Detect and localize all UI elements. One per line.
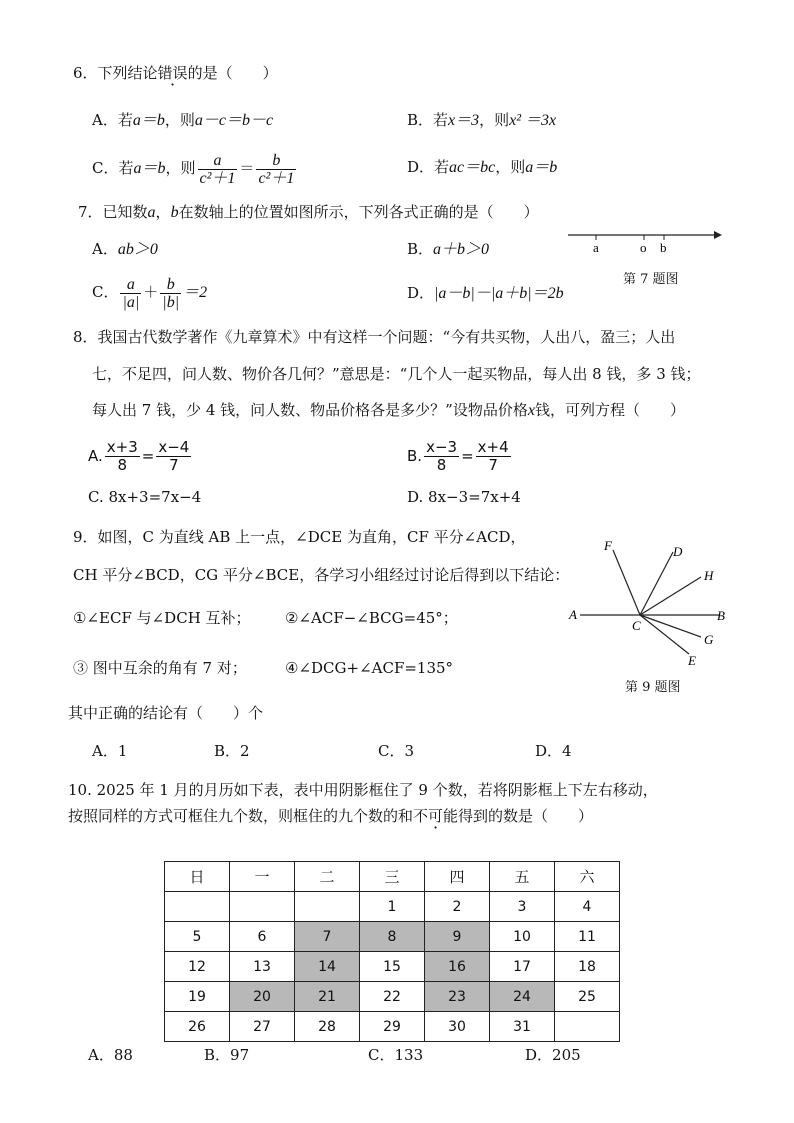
q8-a-den1: 8 (117, 456, 128, 474)
q7-caption: 第 7 题图 (623, 272, 679, 287)
axis-label-b: b (660, 240, 667, 255)
table-row (165, 982, 620, 1012)
q6-dotted-word: 错误 (157, 64, 188, 82)
header-tue: 二 (295, 862, 360, 892)
q9-option-b[interactable]: B．2 (214, 742, 250, 760)
table-row (165, 922, 620, 952)
calendar-cell: 17 (490, 952, 555, 982)
label-c: C (632, 618, 641, 633)
q7-c-frac2 (160, 276, 181, 311)
label-b: B (717, 608, 725, 623)
q7-c-frac1 (120, 276, 141, 311)
q6-c-math1: a＝b (133, 160, 166, 177)
q9-option-a[interactable]: A．1 (92, 742, 128, 760)
q8-b-frac2 (476, 439, 511, 474)
q10-option-d[interactable]: D．205 (525, 1046, 581, 1064)
calendar-cell: 1 (360, 892, 425, 922)
q6-b-math2: x² ＝3x (509, 112, 557, 129)
q8-line3 (92, 400, 685, 421)
q6-c-num1: a (198, 152, 238, 170)
calendar-cell-shaded: 14 (295, 952, 360, 982)
q7-a-label: A． (92, 240, 118, 258)
q7-var-b: b (170, 204, 179, 221)
header-thu: 四 (425, 862, 490, 892)
label-a: A (569, 607, 577, 622)
q8-option-c[interactable]: C. 8x+3=7x−4 (88, 488, 202, 506)
q9-caption: 第 9 题图 (625, 680, 681, 695)
label-h: H (704, 568, 714, 583)
q6-c-den2: c²＋1 (258, 169, 295, 187)
q8-option-d[interactable]: D. 8x−3=7x+4 (407, 488, 521, 506)
q7-option-c[interactable] (92, 272, 207, 313)
ray-cd (640, 552, 673, 615)
calendar-cell (295, 892, 360, 922)
q7-var-a: a (147, 204, 156, 221)
header-sun: 日 (165, 862, 230, 892)
calendar-cell-shaded: 24 (490, 982, 555, 1012)
axis-label-o: o (640, 240, 647, 255)
label-f: F (604, 538, 612, 553)
q6-option-a[interactable] (92, 110, 273, 131)
q7-stem-tail: 在数轴上的位置如图所示，下列各式正确的是（ ） (178, 203, 539, 221)
q6-d-math1: ac＝bc (449, 159, 496, 176)
q8-line3-tail: 钱，可列方程（ ） (534, 401, 685, 419)
q7-option-b[interactable] (407, 239, 489, 260)
calendar-cell (165, 892, 230, 922)
q9-option-c[interactable]: C．3 (378, 742, 415, 760)
calendar-cell: 4 (555, 892, 620, 922)
q9-figure (560, 534, 740, 674)
calendar-cell: 5 (165, 922, 230, 952)
ray-cf (613, 550, 640, 615)
calendar-cell: 22 (360, 982, 425, 1012)
q9-conclusion-3: ③ 图中互余的角有 7 对； (73, 659, 247, 677)
q8-b-label: B. (407, 447, 423, 465)
calendar-cell-shaded: 16 (425, 952, 490, 982)
q10-option-a[interactable]: A．88 (88, 1046, 133, 1064)
calendar-cell: 28 (295, 1012, 360, 1042)
calendar-cell-shaded: 21 (295, 982, 360, 1012)
q8-line3-text: 每人出 7 钱，少 4 钱，问人数、物品价格各是多少？”设物品价格 (92, 401, 528, 419)
q10-line2-text: 按照同样的方式可框住九个数，则框住的九个数的和 (68, 807, 414, 825)
calendar-cell: 25 (555, 982, 620, 1012)
calendar-cell: 12 (165, 952, 230, 982)
calendar-cell: 13 (230, 952, 295, 982)
calendar-cell: 18 (555, 952, 620, 982)
q6-stem-emphasis (158, 64, 188, 82)
q9-line2: CH 平分∠BCD，CG 平分∠BCE，各学习小组经过讨论后得到以下结论： (73, 566, 570, 584)
q6-c-frac2 (256, 152, 296, 187)
ray-ce (640, 615, 689, 654)
q6-c-eq: ＝ (239, 159, 255, 177)
q6-d-label: D．若 (407, 158, 450, 176)
table-row (165, 952, 620, 982)
q7-c-den2: |b| (162, 293, 180, 311)
q7-b-label: B． (407, 240, 434, 258)
q8-b-den2: 7 (488, 456, 498, 474)
header-sat: 六 (555, 862, 620, 892)
q6-option-c[interactable] (92, 148, 298, 189)
q6-c-num2: b (256, 152, 296, 170)
calendar-table (164, 861, 620, 1042)
q7-stem (78, 202, 539, 223)
calendar-cell-shaded: 20 (230, 982, 295, 1012)
q7-d-label: D． (407, 284, 435, 302)
q6-a-mid: ，则 (164, 111, 195, 129)
label-g: G (704, 632, 714, 647)
q10-line2-tail: 得到的数是（ ） (458, 807, 594, 825)
q6-a-label: A．若 (92, 111, 133, 129)
q6-c-frac1 (198, 152, 238, 187)
q6-b-mid: ，则 (479, 111, 510, 129)
q8-a-frac2 (156, 439, 191, 474)
q10-line1: 10. 2025 年 1 月的月历如下表，表中用阴影框住了 9 个数，若将阴影框上下左右移动， (68, 781, 658, 799)
q7-c-num1: a (120, 276, 141, 294)
q7-c-rest: ＝2 (183, 284, 208, 301)
q8-line1: 8．我国古代数学著作《九章算术》中有这样一个问题：“今有共买物，人出八，盈三；人出 (73, 328, 676, 346)
table-row (165, 1012, 620, 1042)
q8-a-label: A. (88, 447, 103, 465)
header-wed: 三 (360, 862, 425, 892)
q8-a-num1: x+3 (106, 438, 138, 456)
calendar-cell (230, 892, 295, 922)
q6-stem (73, 63, 278, 83)
q10-option-b[interactable]: B．97 (204, 1046, 250, 1064)
q7-option-d[interactable] (407, 283, 564, 304)
q7-b-math: a＋b＞0 (433, 241, 490, 258)
q6-c-label: C．若 (92, 159, 134, 177)
q8-a-eq: = (141, 447, 155, 465)
q7-comma: ， (155, 203, 171, 221)
number-line-arrow (714, 231, 722, 239)
calendar-cell: 31 (490, 1012, 555, 1042)
calendar-header-row (165, 862, 620, 892)
q10-option-c[interactable]: C．133 (368, 1046, 424, 1064)
calendar-cell: 26 (165, 1012, 230, 1042)
q9-line1: 9．如图，C 为直线 AB 上一点，∠DCE 为直角，CF 平分∠ACD， (73, 528, 526, 546)
q6-a-math1: a＝b (132, 112, 165, 129)
calendar-cell: 2 (425, 892, 490, 922)
q6-option-d[interactable] (407, 157, 557, 178)
q8-b-frac1 (424, 439, 459, 474)
calendar-cell: 3 (490, 892, 555, 922)
calendar-cell: 27 (230, 1012, 295, 1042)
q6-option-b[interactable] (407, 110, 556, 131)
axis-label-a: a (593, 240, 599, 255)
q8-line2: 七，不足四，问人数、物价各几何？”意思是：“几个人一起买物品，每人出 8 钱，多 3 钱； (92, 365, 701, 383)
header-mon: 一 (230, 862, 295, 892)
q9-conclusion-2: ②∠ACF−∠BCG=45°； (285, 609, 458, 627)
q8-b-den1: 8 (436, 456, 447, 474)
ray-cg (640, 615, 701, 637)
q7-option-a[interactable] (92, 239, 158, 260)
q9-conclusion-4: ④∠DCG+∠ACF=135° (285, 659, 454, 677)
label-d: D (673, 544, 683, 559)
calendar-cell-shaded: 23 (425, 982, 490, 1012)
q6-b-math1: x＝3 (448, 112, 480, 129)
q6-c-den1: c²＋1 (199, 169, 236, 187)
q7-number-line (566, 226, 726, 256)
calendar-cell: 30 (425, 1012, 490, 1042)
q8-a-frac1 (105, 439, 140, 474)
q8-var-x: x (527, 402, 535, 419)
q6-stem-tail: 的是（ ） (187, 64, 278, 82)
calendar-cell-shaded: 9 (425, 922, 490, 952)
calendar-cell: 29 (360, 1012, 425, 1042)
q6-b-label: B．若 (407, 111, 449, 129)
q8-b-eq: = (461, 447, 474, 465)
q6-c-mid: ，则 (165, 159, 196, 177)
q9-conclusion-1: ①∠ECF 与∠DCH 互补； (73, 609, 251, 627)
calendar-cell-shaded: 7 (295, 922, 360, 952)
q8-option-a[interactable] (88, 436, 193, 476)
calendar-cell-shaded: 8 (360, 922, 425, 952)
header-fri: 五 (490, 862, 555, 892)
calendar-cell: 19 (165, 982, 230, 1012)
q6-d-mid: ，则 (495, 158, 526, 176)
calendar-cell: 11 (555, 922, 620, 952)
label-e: E (688, 653, 696, 668)
q8-a-den2: 7 (169, 456, 179, 474)
q10-dotted-words: 不可能 (413, 807, 459, 825)
q6-a-math2: a－c＝b－c (194, 112, 274, 129)
q7-a-math: ab＞0 (117, 241, 158, 258)
q7-c-den1: |a| (122, 293, 140, 311)
q7-stem-text: 7．已知数 (78, 203, 148, 221)
q8-b-num2: x+4 (477, 438, 509, 456)
calendar-cell: 6 (230, 922, 295, 952)
q7-d-math: |a－b|－|a＋b|＝2b (434, 285, 564, 302)
q7-c-num2: b (160, 276, 181, 294)
q7-c-label: C． (92, 283, 119, 301)
q8-a-num2: x−4 (158, 438, 190, 456)
ray-ch (640, 577, 701, 615)
q9-option-d[interactable]: D．4 (535, 742, 572, 760)
calendar-cell: 15 (360, 952, 425, 982)
calendar-cell (555, 1012, 620, 1042)
q6-d-math2: a＝b (525, 159, 558, 176)
q9-ask: 其中正确的结论有（ ）个 (68, 704, 264, 722)
q10-line2 (68, 806, 593, 826)
q8-option-b[interactable] (407, 436, 513, 476)
q8-b-num1: x−3 (426, 438, 458, 456)
table-row (165, 892, 620, 922)
q7-c-plus: ＋ (143, 283, 159, 301)
calendar-cell: 10 (490, 922, 555, 952)
q6-stem-text: 6．下列结论 (73, 64, 158, 82)
